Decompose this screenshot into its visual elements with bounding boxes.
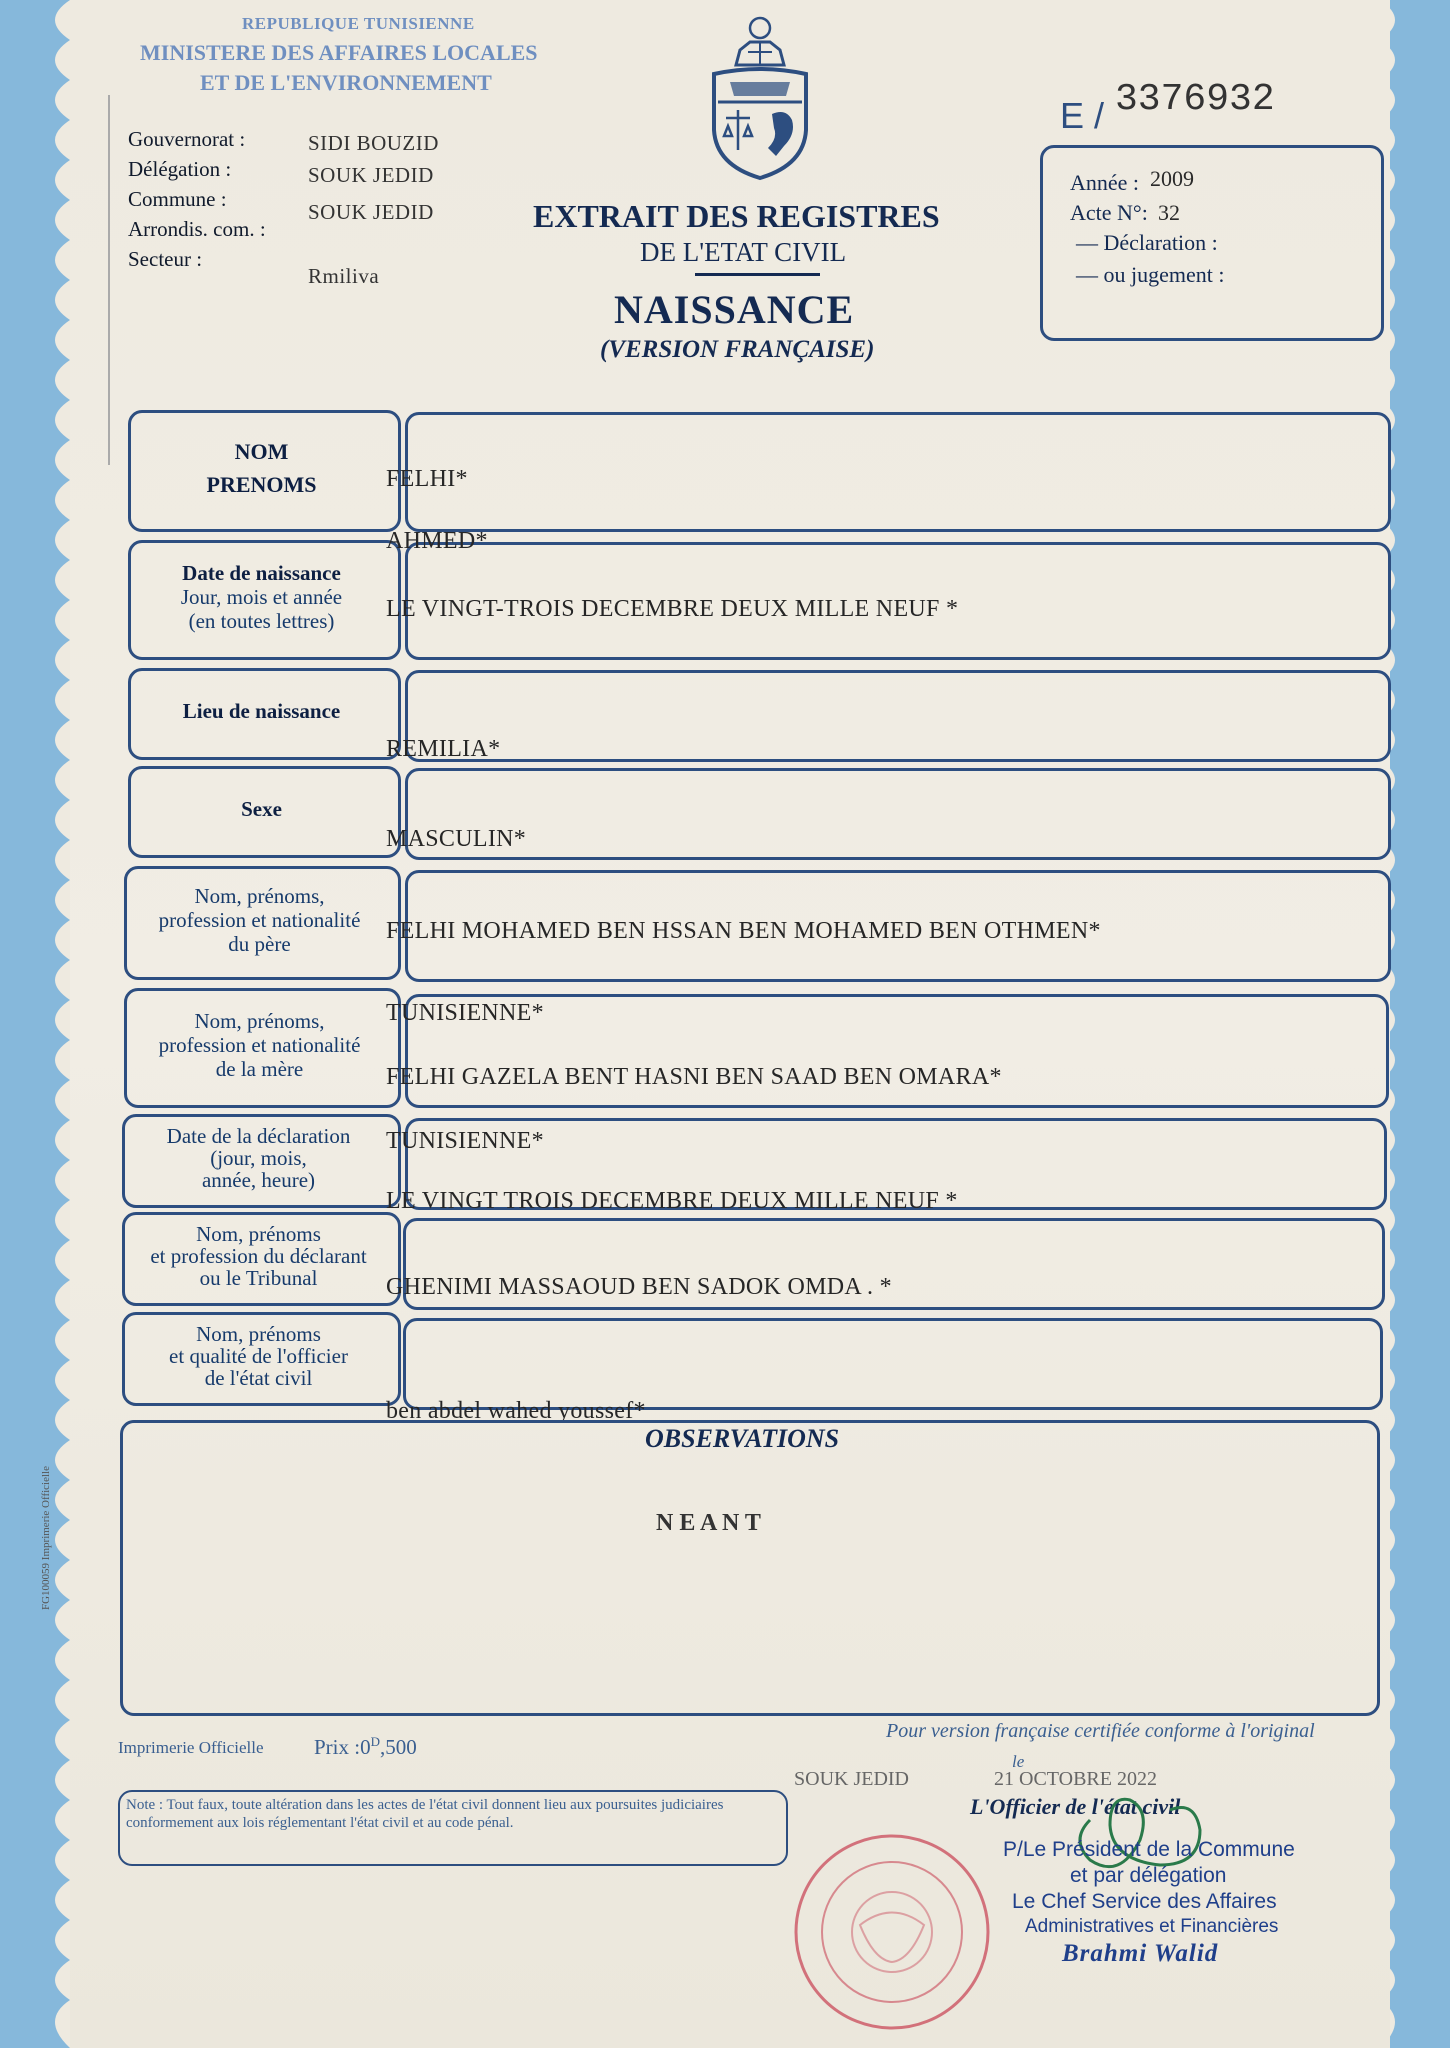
prix-label: Prix :: [314, 1735, 361, 1759]
lieu-naissance-value: REMILIA*: [386, 736, 501, 762]
declarant-label-1: Nom, prénoms: [196, 1222, 321, 1246]
pere-label: [124, 866, 395, 974]
sexe-value: MASCULIN*: [386, 826, 527, 852]
stamp-line-2: et par délégation: [1070, 1864, 1227, 1887]
lieu-label: Lieu de naissance: [182, 699, 341, 723]
acte-label: Acte N°:: [1070, 200, 1148, 225]
lieu-value-box: [405, 670, 1391, 762]
officier-label-3: de l'état civil: [204, 1366, 313, 1390]
prix-cents: ,500: [379, 1735, 417, 1759]
jugement-label: — ou jugement :: [1076, 262, 1225, 287]
date-label-2: Jour, mois et année: [180, 585, 343, 609]
prenoms-label: PRENOMS: [206, 472, 317, 497]
stamp-name: Brahmi Walid: [1062, 1940, 1219, 1967]
declaration-date-value: LE VINGT TROIS DECEMBRE DEUX MILLE NEUF *: [386, 1188, 958, 1214]
issue-place: SOUK JEDID: [794, 1768, 909, 1790]
pere-nationalite-value: TUNISIENNE*: [386, 1000, 544, 1026]
officier-label-2: et qualité de l'officier: [169, 1344, 348, 1368]
prix: [314, 1734, 417, 1760]
ministry-header-2: ET DE L'ENVIRONNEMENT: [200, 70, 492, 95]
commune-value: SOUK JEDID: [308, 200, 434, 224]
right-guilloche-border: [1380, 0, 1450, 2048]
mere-label: [124, 988, 395, 1102]
annee-label: Année :: [1070, 170, 1140, 195]
annee-value: 2009: [1150, 166, 1194, 191]
mere-nationalite-value: TUNISIENNE*: [386, 1128, 544, 1154]
printer-side-text: FG100059 Imprimerie Officielle: [40, 1466, 52, 1610]
document-version: (VERSION FRANÇAISE): [600, 336, 875, 363]
arrondis-label: Arrondis. com. :: [128, 217, 266, 241]
officier-signature-title: L'Officier de l'état civil: [970, 1794, 1181, 1819]
header-divider: [108, 95, 110, 465]
declaration-label: — Déclaration :: [1076, 230, 1218, 255]
title-underline: [695, 273, 820, 276]
official-seal-stamp: [790, 1830, 995, 2035]
sexe-label: [128, 766, 395, 852]
declarant-label: [122, 1212, 395, 1300]
delegation-value: SOUK JEDID: [308, 163, 434, 187]
decl-label-2: (jour, mois,: [210, 1146, 307, 1170]
stamp-line-1: P/Le Président de la Commune: [1003, 1838, 1295, 1861]
document-title: EXTRAIT DES REGISTRES: [533, 198, 940, 234]
decl-label-1: Date de la déclaration: [166, 1124, 351, 1148]
observations-title: OBSERVATIONS: [645, 1424, 840, 1453]
date-label-1: Date de naissance: [182, 561, 341, 585]
issue-date: 21 OCTOBRE 2022: [994, 1768, 1157, 1790]
mere-label-1: Nom, prénoms,: [194, 1009, 325, 1033]
lieu-naissance-label: [128, 668, 395, 754]
republic-header: REPUBLIQUE TUNISIENNE: [242, 14, 475, 33]
sexe-value-box: [405, 768, 1391, 860]
prix-value: 0: [360, 1735, 371, 1759]
commune-label: Commune :: [128, 187, 227, 211]
secteur-label: Secteur :: [128, 247, 203, 271]
observations-box: [120, 1420, 1380, 1716]
left-guilloche-border: [0, 0, 70, 2048]
nom-label: NOM: [234, 439, 289, 464]
officier-value-box: [403, 1318, 1383, 1410]
stamp-line-3: Le Chef Service des Affaires: [1012, 1890, 1277, 1913]
stamp-line-4: Administratives et Financières: [1025, 1916, 1279, 1937]
gouvernorat-value: SIDI BOUZID: [308, 131, 439, 155]
pere-value: FELHI MOHAMED BEN HSSAN BEN MOHAMED BEN OTHMEN*: [386, 918, 1101, 944]
document-type: NAISSANCE: [614, 287, 855, 332]
legal-note: Note : Tout faux, toute altération dans les actes de l'état civil donnent lieu aux poursuites judiciaires conformement aux lois réglementant l'état civil et au code pénal.: [126, 1797, 724, 1831]
gouvernorat-label: Gouvernorat :: [128, 127, 246, 151]
officier-label: [122, 1312, 395, 1400]
officier-label-1: Nom, prénoms: [196, 1322, 321, 1346]
prix-unit: D: [370, 1734, 380, 1749]
sexe-label-text: Sexe: [241, 797, 282, 821]
date-naissance-value: LE VINGT-TROIS DECEMBRE DEUX MILLE NEUF *: [386, 596, 959, 622]
mere-label-2: profession et nationalité: [158, 1033, 361, 1057]
pere-label-1: Nom, prénoms,: [194, 884, 325, 908]
declarant-label-2: et profession du déclarant: [150, 1244, 367, 1268]
observations-value: N E A N T: [656, 1510, 761, 1536]
decl-label-3: année, heure): [201, 1168, 316, 1192]
serial-number: 3376932: [1115, 78, 1275, 121]
nom-prenoms-label: [128, 410, 395, 526]
pere-label-2: profession et nationalité: [158, 908, 361, 932]
secteur-value: Rmiliva: [308, 264, 380, 288]
date-naissance-label: [128, 540, 395, 654]
date-label-3: (en toutes lettres): [188, 609, 335, 633]
pere-label-3: du père: [228, 932, 291, 956]
delegation-label: Délégation :: [128, 157, 232, 181]
imprimerie-label: Imprimerie Officielle: [118, 1738, 264, 1757]
issue-le: le: [1012, 1752, 1025, 1771]
officier-value: ben abdel wahed youssef*: [386, 1398, 646, 1424]
prenoms-value: AHMED*: [386, 528, 488, 554]
nom-value-box: [405, 412, 1391, 532]
declarant-value: GHENIMI MASSAOUD BEN SADOK OMDA . *: [386, 1274, 892, 1300]
document-subtitle: DE L'ETAT CIVIL: [640, 237, 847, 267]
declarant-label-3: ou le Tribunal: [199, 1266, 318, 1290]
certification-text: Pour version française certifiée conforme à l'original: [886, 1720, 1315, 1742]
serial-prefix: E /: [1060, 95, 1105, 136]
coat-of-arms-emblem: [700, 10, 820, 185]
mere-value: FELHI GAZELA BENT HASNI BEN SAAD BEN OMARA*: [386, 1064, 1002, 1090]
mere-label-3: de la mère: [215, 1057, 304, 1081]
acte-value: 32: [1158, 200, 1180, 225]
ministry-header-1: MINISTERE DES AFFAIRES LOCALES: [140, 40, 538, 65]
declaration-date-label: [122, 1114, 395, 1202]
nom-value: FELHI*: [386, 466, 468, 492]
